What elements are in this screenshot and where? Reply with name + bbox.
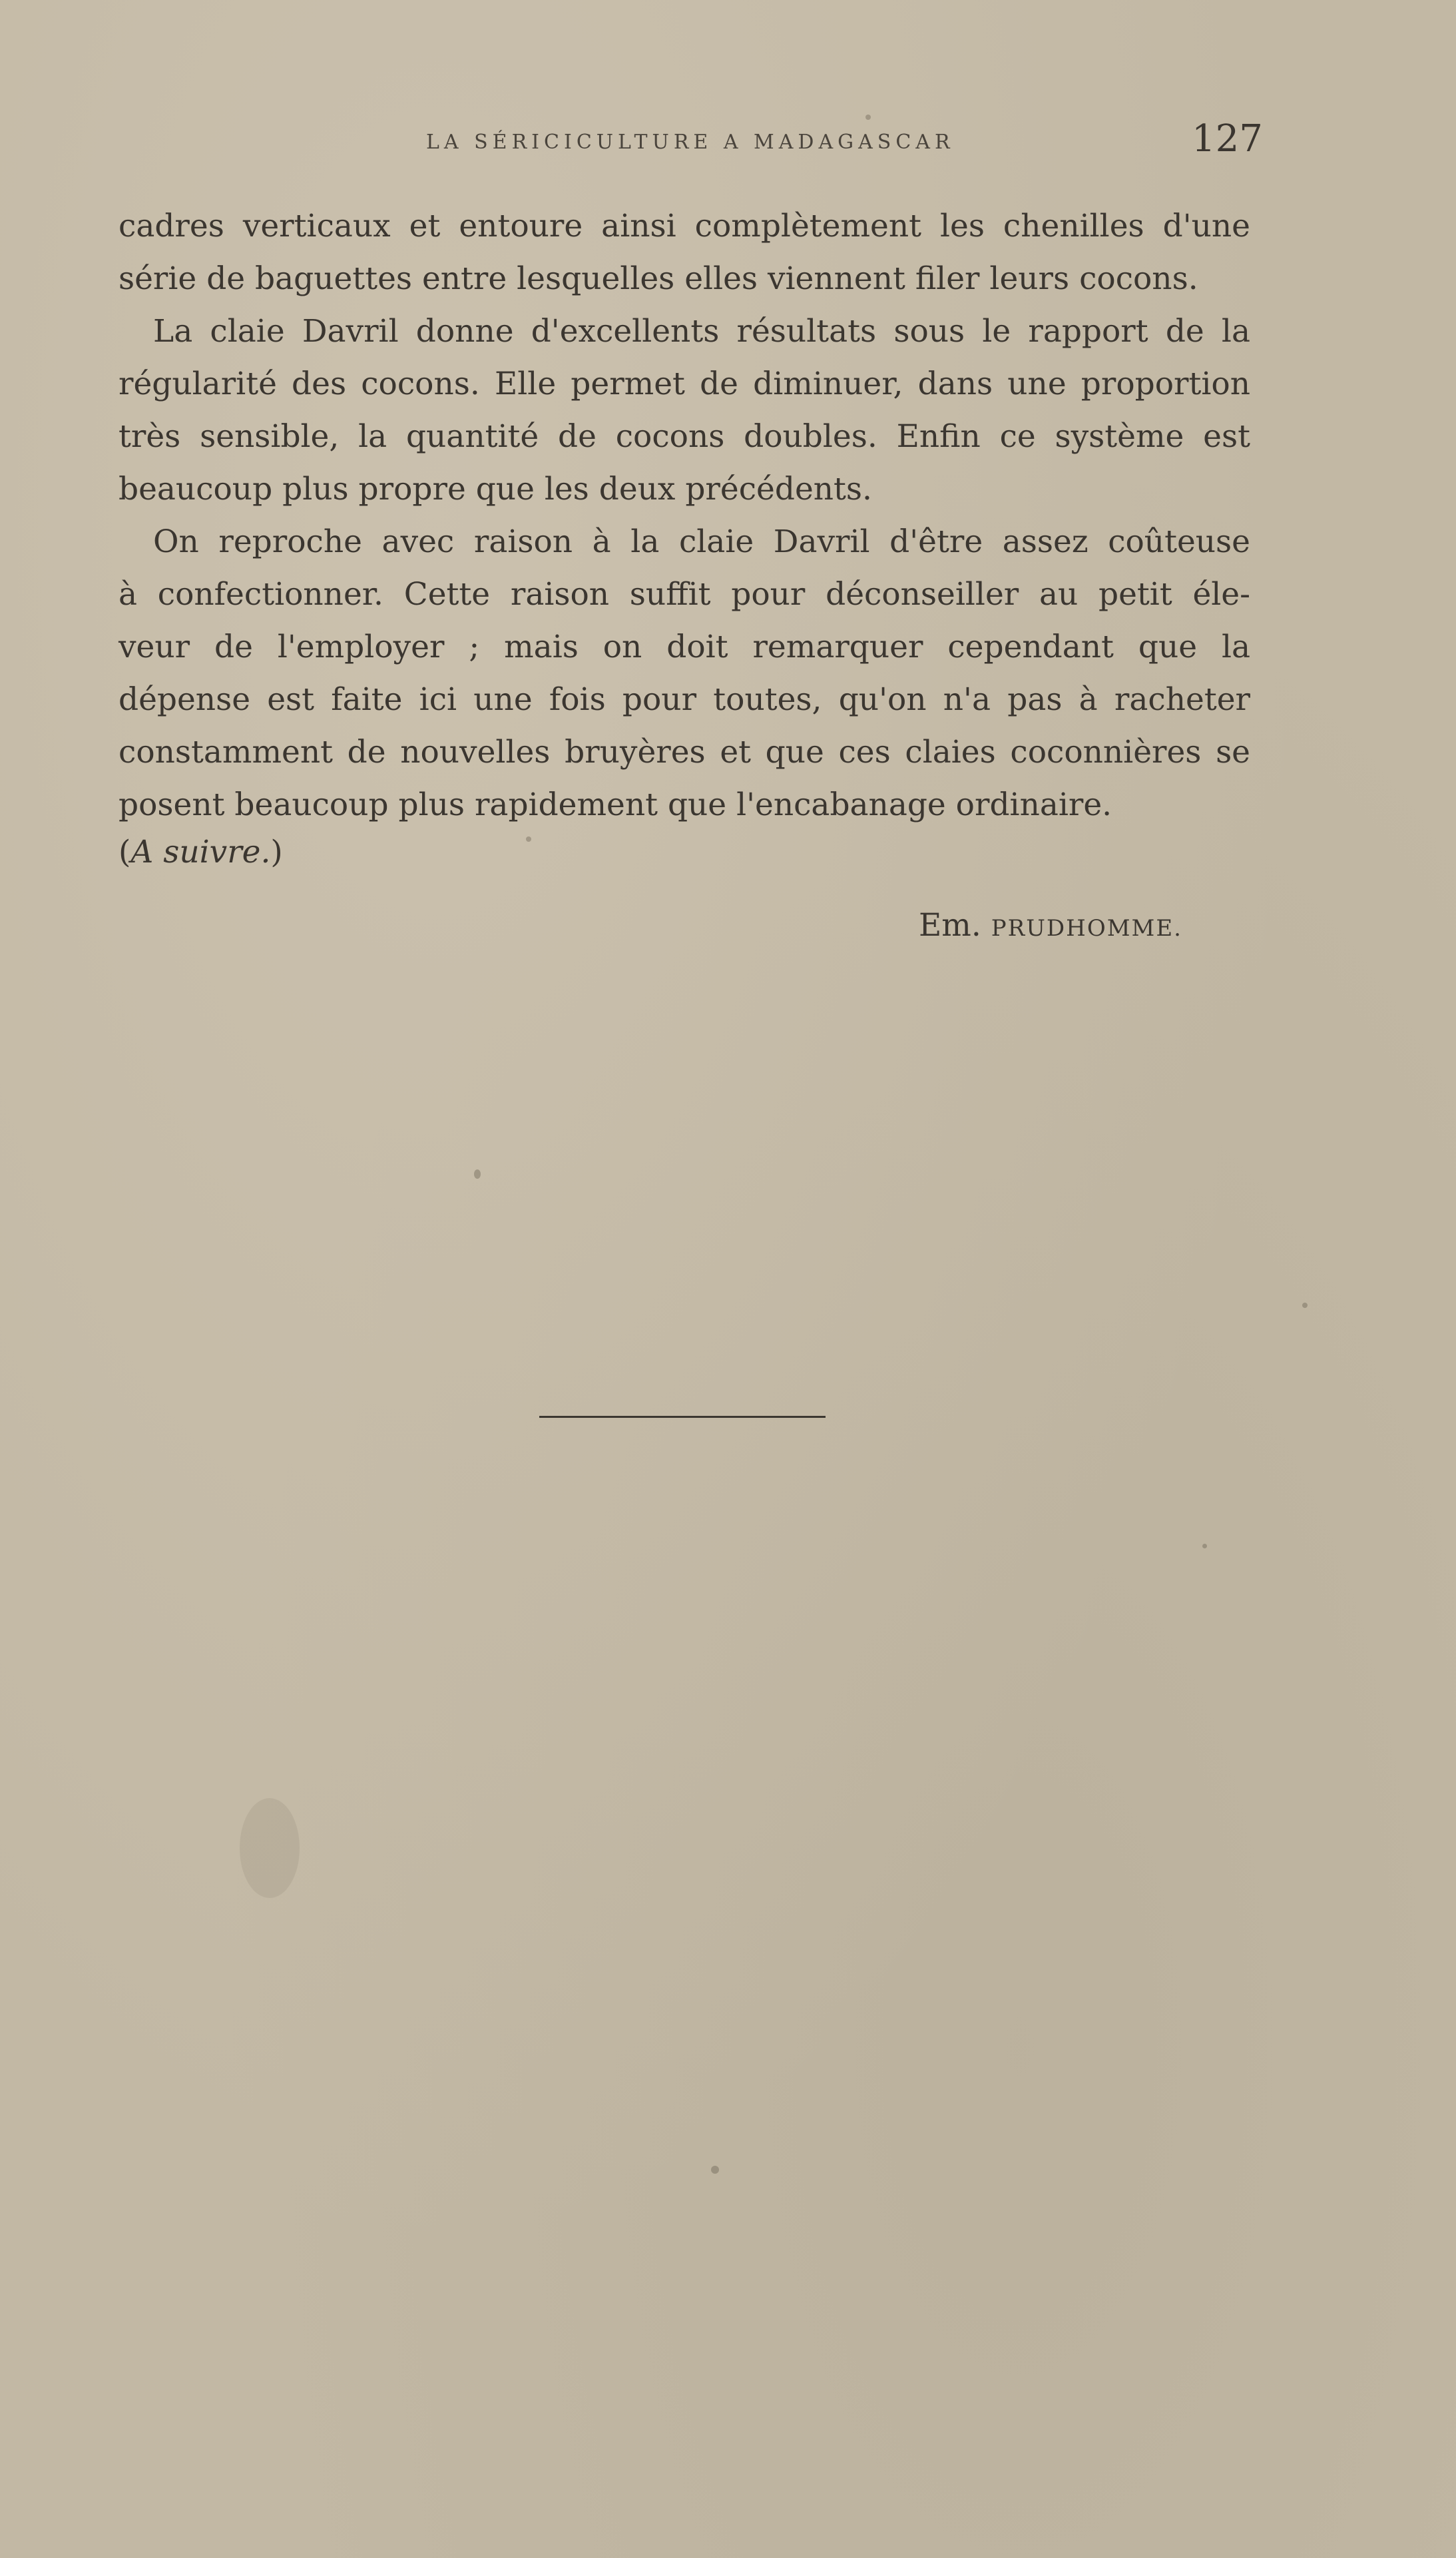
text-line: dépense est faite ici une fois pour toutes, qu'on n'a pas à racheter	[119, 681, 1250, 718]
text-line: constamment de nouvelles bruyères et que ces claies coconnières se	[119, 734, 1250, 771]
text-line: On reproche avec raison à la claie Davril d'être assez coûteuse	[153, 523, 1250, 560]
paper-speck	[474, 1169, 481, 1179]
paper-speck	[526, 836, 531, 842]
text-line: cadres verticaux et entoure ainsi complètement les chenilles d'une	[119, 208, 1250, 244]
paper-speck	[1202, 1544, 1207, 1548]
text-line: série de baguettes entre lesquelles elles viennent filer leurs cocons.	[119, 260, 1198, 297]
text-line: posent beaucoup plus rapidement que l'encabanage ordinaire.	[119, 787, 1112, 823]
a-suivre-text: A suivre.	[130, 834, 271, 870]
paper-speck	[1302, 1303, 1308, 1308]
paper-speck	[865, 115, 871, 120]
section-divider	[539, 1416, 826, 1418]
text-line: veur de l'employer ; mais on doit remarquer cependant que la	[119, 629, 1250, 665]
author-initial: Em.	[919, 907, 981, 944]
author-signature	[919, 907, 1182, 944]
text-line: beaucoup plus propre que les deux précédents.	[119, 471, 872, 507]
paper-speck	[711, 2166, 719, 2174]
text-line: La claie Davril donne d'excellents résultats sous le rapport de la	[153, 313, 1250, 350]
body-text	[119, 200, 1250, 831]
a-suivre-note: (A suivre.)	[119, 834, 283, 870]
text-line: à confectionner. Cette raison suffit pour déconseiller au petit éle-	[119, 576, 1250, 613]
author-surname: PRUDHOMME.	[991, 915, 1182, 942]
text-line: très sensible, la quantité de cocons doubles. Enfin ce système est	[119, 418, 1250, 455]
page-number: 127	[1192, 117, 1263, 160]
running-head: LA SÉRICICULTURE A MADAGASCAR	[426, 131, 955, 154]
paper-speck	[240, 1798, 300, 1898]
text-line: régularité des cocons. Elle permet de diminuer, dans une proportion	[119, 366, 1250, 402]
